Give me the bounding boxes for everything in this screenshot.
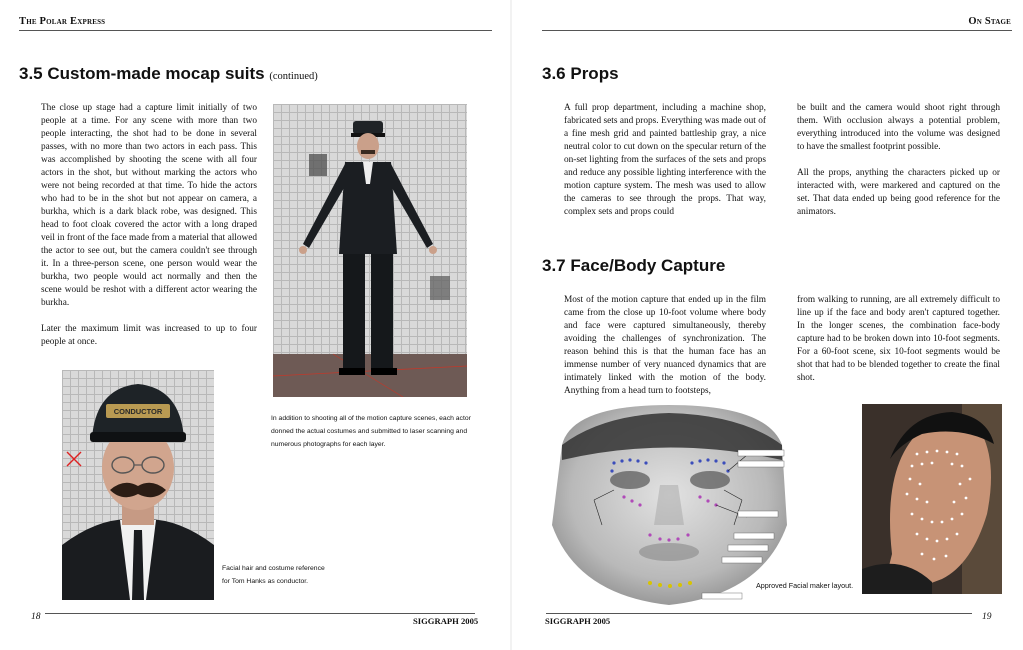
section-title-3-6: 3.6 Props [542,64,619,83]
continued-label: (continued) [269,71,318,82]
capture-column-2: from walking to running, are all extremely difficult to line up if the face and body aren't captured together. In the longer scenes, the combination face-body capture had to be broken down into 10-foot segments. For a 60-foot scene, six 10-foot segments would be shot that had to be blended together to create the final shot. [797,295,1000,383]
header-rule-left [19,30,492,31]
paragraph: All the props, anything the characters picked up or interacted with, were markered and captured on the set. That data ended up being good reference for the animators. [797,168,1000,217]
left-page [0,0,511,650]
section-title-text: 3.5 Custom-made mocap suits [19,64,265,83]
page-number-right: 19 [982,612,992,622]
header-rule-right [542,30,1012,31]
footer-label-left: SIGGRAPH 2005 [413,616,479,626]
running-head-left: The Polar Express [19,16,106,27]
section-3-5-body [41,102,257,362]
conductor-portrait-illustration [62,370,214,600]
costume-caption: In addition to shooting all of the motion capture scenes, each actor donned the actual costumes and submitted to laser scanning and numerous photographs for each layer. [271,415,471,448]
paragraph: Later the maximum limit was increased to up to four people at once. [41,324,257,347]
page-number-left: 18 [31,612,41,622]
facial-marker-caption: Approved Facial maker layout. [756,581,854,590]
section-title-3-5 [19,64,318,84]
right-page [512,0,1023,650]
face-markers-illustration [862,404,1002,594]
conductor-full-body-illustration [273,104,467,397]
paragraph: be built and the camera would shoot right through them. With occlusion always a potential problem, everything introduced into the volume was designed to have the smallest footprint possible. [797,103,1000,152]
face-marker-photo [862,404,1002,594]
hat-badge-text: CONDUCTOR [113,407,163,416]
section-title-3-7: 3.7 Face/Body Capture [542,256,726,275]
conductor-portrait-photo [62,370,214,600]
props-column-2 [797,102,1000,232]
footer-rule-right [546,613,972,614]
facial-marker-layout-diagram [542,405,797,605]
capture-column-1: Most of the motion capture that ended up in the film came from the close up 10-foot volume where body and face were captured simultaneously, thereby avoiding the challenges of synchronization. The reason behind this is that the human face has an immense number of very nuanced dynamics that are intimately linked with the motion of the body. Anything from a head turn to footsteps, [564,295,766,396]
costume-photo [273,104,467,397]
running-head-right: On Stage [968,16,1011,27]
props-column-1: A full prop department, including a machine shop, fabricated sets and props. Everything was made out of a fine mesh grid and painted battleship gray, a nice neutral color to cut down on the specular return of the on-set lighting from the surfaces of the sets and props and reduce any possible lighting interference with the motion capture system. The mesh was used to allow the cameras to see through the props. That way, complex sets and props could [564,103,766,217]
paragraph: The close up stage had a capture limit initially of two people at a time. For any scene with more than two people interacting, the shot had to be done in several passes, with no more than two actors in each pass. This was accomplished by shooting the scene with all four actors in the shot, but without marking the actors who were not being recorded at that time. To hide the actors who had to be in the shot but not appear on camera, a burkha, which is a dark black robe, was designed. This head to foot cloak covered the actor with a long draped veil in front of the face made from a material that allowed the actor to see out, but the camera couldn't see through it. In a three-person scene, one person would wear the burkha, two people would act normally and then the scene would be reshot with a different actor wearing the burkha. [41,103,257,308]
hanks-caption: Facial hair and costume reference for Tom Hanks as conductor. [222,565,325,585]
footer-rule-left [45,613,475,614]
footer-label-right: SIGGRAPH 2005 [545,616,611,626]
facial-marker-illustration [542,405,797,605]
